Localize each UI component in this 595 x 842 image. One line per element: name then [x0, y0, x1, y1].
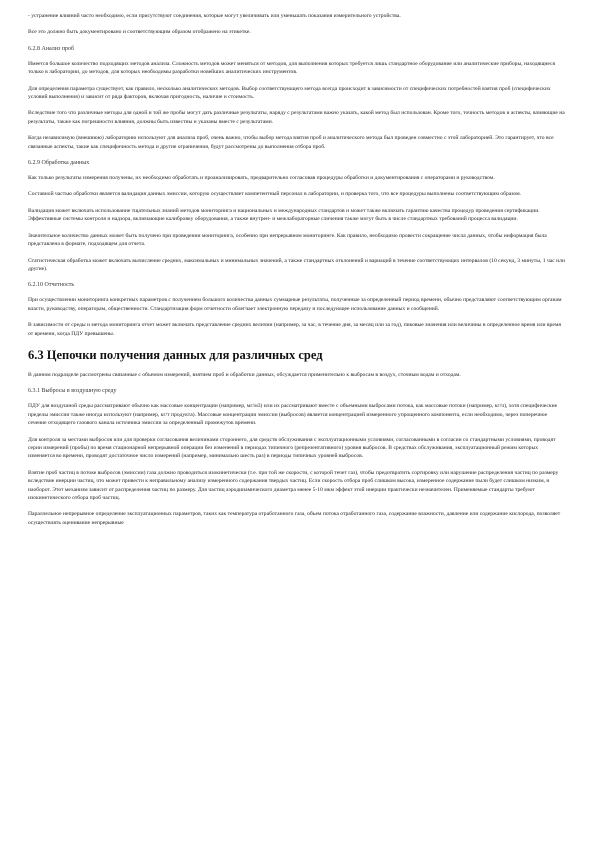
paragraph: Имеется большое количество подходящих методов анализа. Сложность методов может меняться от методов, для выполнения которых требуется лишь стандартное оборудование или аналитические приборы, находящиеся только в лаборатории, до методов, для которых необходимы разработки новейших аналитических инструментов.	[28, 60, 556, 76]
paragraph: При осуществлении мониторинга конкретных параметров с получением большого количества данных суммарные результаты, полученные за определенный период времени, обычно представляют соответствующим органам власти, руководству, операторам, общественности. Стандартизация форм отчетности облегчает электронную передачу и последующее использование данных и сообщений.	[28, 297, 562, 312]
paragraph: Статистическая обработка может включать вычисление средних, максимальных и минимальных значений, а также стандартных отклонений и вариаций в течение соответствующих интервалов (10 секунд, 3 минуты, 1 час или другие).	[28, 257, 565, 272]
paragraph: Когда независимую (внешнюю) лабораторию используют для анализа проб, очень важно, чтобы выбор метода взятия проб и аналитического метода был проведен совместно с этой лабораторией. Это гарантирует, что все связанные аспекты, такие как специфичность метода и другие ограничения, будут рассмотрены до выполнения отбора проб.	[28, 135, 554, 150]
paragraph: - устранение влияний часто необходимо, если присутствуют соединения, которые могут увеличивать или уменьшать показания измерительного устройства.	[28, 13, 401, 19]
paragraph: Все это должно быть документировано и соответствующим образом отображено на этикетке.	[28, 29, 251, 36]
paragraph: Составной частью обработки является валидация данных эмиссии, которую осуществляет компетентный персонал в лаборатории, и проверка того, что все процедуры выполнены соответствующим образом.	[28, 191, 522, 198]
paragraph: Для определения параметра существует, как правило, несколько аналитических методов. Выбор соответствующего метода всегда происходит в зависимости от специфических потребностей взятия проб (специфических условий выполнения) и зависит от ряда факторов, включая пригодность, наличие и стоимость.	[28, 85, 551, 101]
paragraph: В данном подразделе рассмотрены связанные с объемом измерений, взятием проб и обработки данных, обсуждается применительно к выбросам в воздух, сточным водам и отходам.	[28, 371, 461, 378]
paragraph: Как только результаты измерения получены, их необходимо обработать и проанализировать, предварительно согласовав процедуры обработки и документирования с операторами и руководством.	[28, 175, 495, 182]
section-heading-6-3-1: 6.3.1 Выбросы в воздушную среду	[28, 388, 117, 395]
paragraph: Для контроля за местами выбросов или для проверки согласования величинами стороннего, для средств обслуживания с эксплуатационными условиями, согласованными в согласии со стандартными условиями, проводят серии измерений (пробы) по время стационарной непрерывной операции без изменений в периодах типичного (репрезентативного) уровня выбросов. В средствах обслуживания, эксплуатационный режим которых изменяется во времени, проводят достаточное число измерений (например, минимально шесть раз) в периоды типичных уровней выбросов.	[28, 436, 556, 460]
paragraph: Значительное количество данных может быть получено при проведении мониторинга, особенно при непрерывном мониторинге. Как правило, необходимо провести сокращение числа данных, чтобы информация была представлена в формате, подходящем для отчета.	[28, 232, 547, 248]
section-heading-6-2-9: 6.2.9 Обработка данных	[28, 160, 90, 167]
paragraph: ПДУ для воздушной среды рассматривают обычно как массовые концентрации (например, мг/м3) или их рассматривают вместе с объемными выбросами потока, как массовые потоки (например, кг/ч), хотя специфические пределы эмиссии также иногда используют (например, кг/т продукта). Массовые концентрации эмиссии (выбросов) является концентрацией измеренного упрощенного компонента, если необходимо, через поперечное сечение отходящего газового канала источника эмиссии за определенный промежуток времени.	[28, 403, 558, 427]
section-heading-6-2-8: 6.2.8 Анализ проб	[28, 45, 75, 52]
paragraph: Валидация может включать использование тщательных знаний методов мониторинга и национальных и международных стандартов и может также включать гарантию качества процедур проведения сертификации. Эффективные системы контроля и надзора, включающие калибровку оборудования, а также внутрен- и межлабораторные сличения также могут быть в числе стандартных требований процесса валидации.	[28, 207, 540, 223]
document-page	[28, 12, 566, 535]
chapter-heading-6-3: 6.3 Цепочки получения данных для различных сред	[28, 347, 323, 362]
paragraph: Параллельное непрерывное определение эксплуатационных параметров, таких как температура отработанного газа, объем потока отработанного газа, содержание влажности, давление или содержание кислорода, позволяет осуществлять оценивание непрерывные	[28, 511, 561, 526]
paragraph: Вследствие того что различные методы для одной и той же пробы могут дать различные результаты, наряду с результатами важно указать, какой метод был использован. Кроме того, точность методов и аспекты, влияющие на результаты, также как погрешности влияния, должны быть известны и указаны вместе с результатами.	[28, 110, 565, 125]
paragraph: Взятие проб частиц в потоке выбросов (эмиссии) газа должно проводиться изокинетически (т.е. при той же скорости, с которой течет газ), чтобы предотвратить сортировку или нарушение распределения частиц по размеру вследствие инерции частиц, что может привести к неправильному анализу измеренного содержания твердых частиц. Если скорость отбора проб слишком высока, измеренное содержание пыли будет слишком низким, и наоборот. Этот механизм зависит от распределения частиц по размеру. Для частиц аэродинамического диаметра менее 5-10 мкм эффект этой инерции практически незначителен. Применяемые стандарты требуют изокинетического отбора проб частиц.	[28, 469, 559, 501]
section-heading-6-2-10: 6.2.10 Отчетность	[28, 282, 75, 289]
paragraph: В зависимости от среды и метода мониторинга отчет может включать представление средних величин (например, за час, в течение дня, за месяц или за год), пиковые значения или величины в определенное время или время от времени, когда ПДУ превышены.	[28, 322, 561, 337]
